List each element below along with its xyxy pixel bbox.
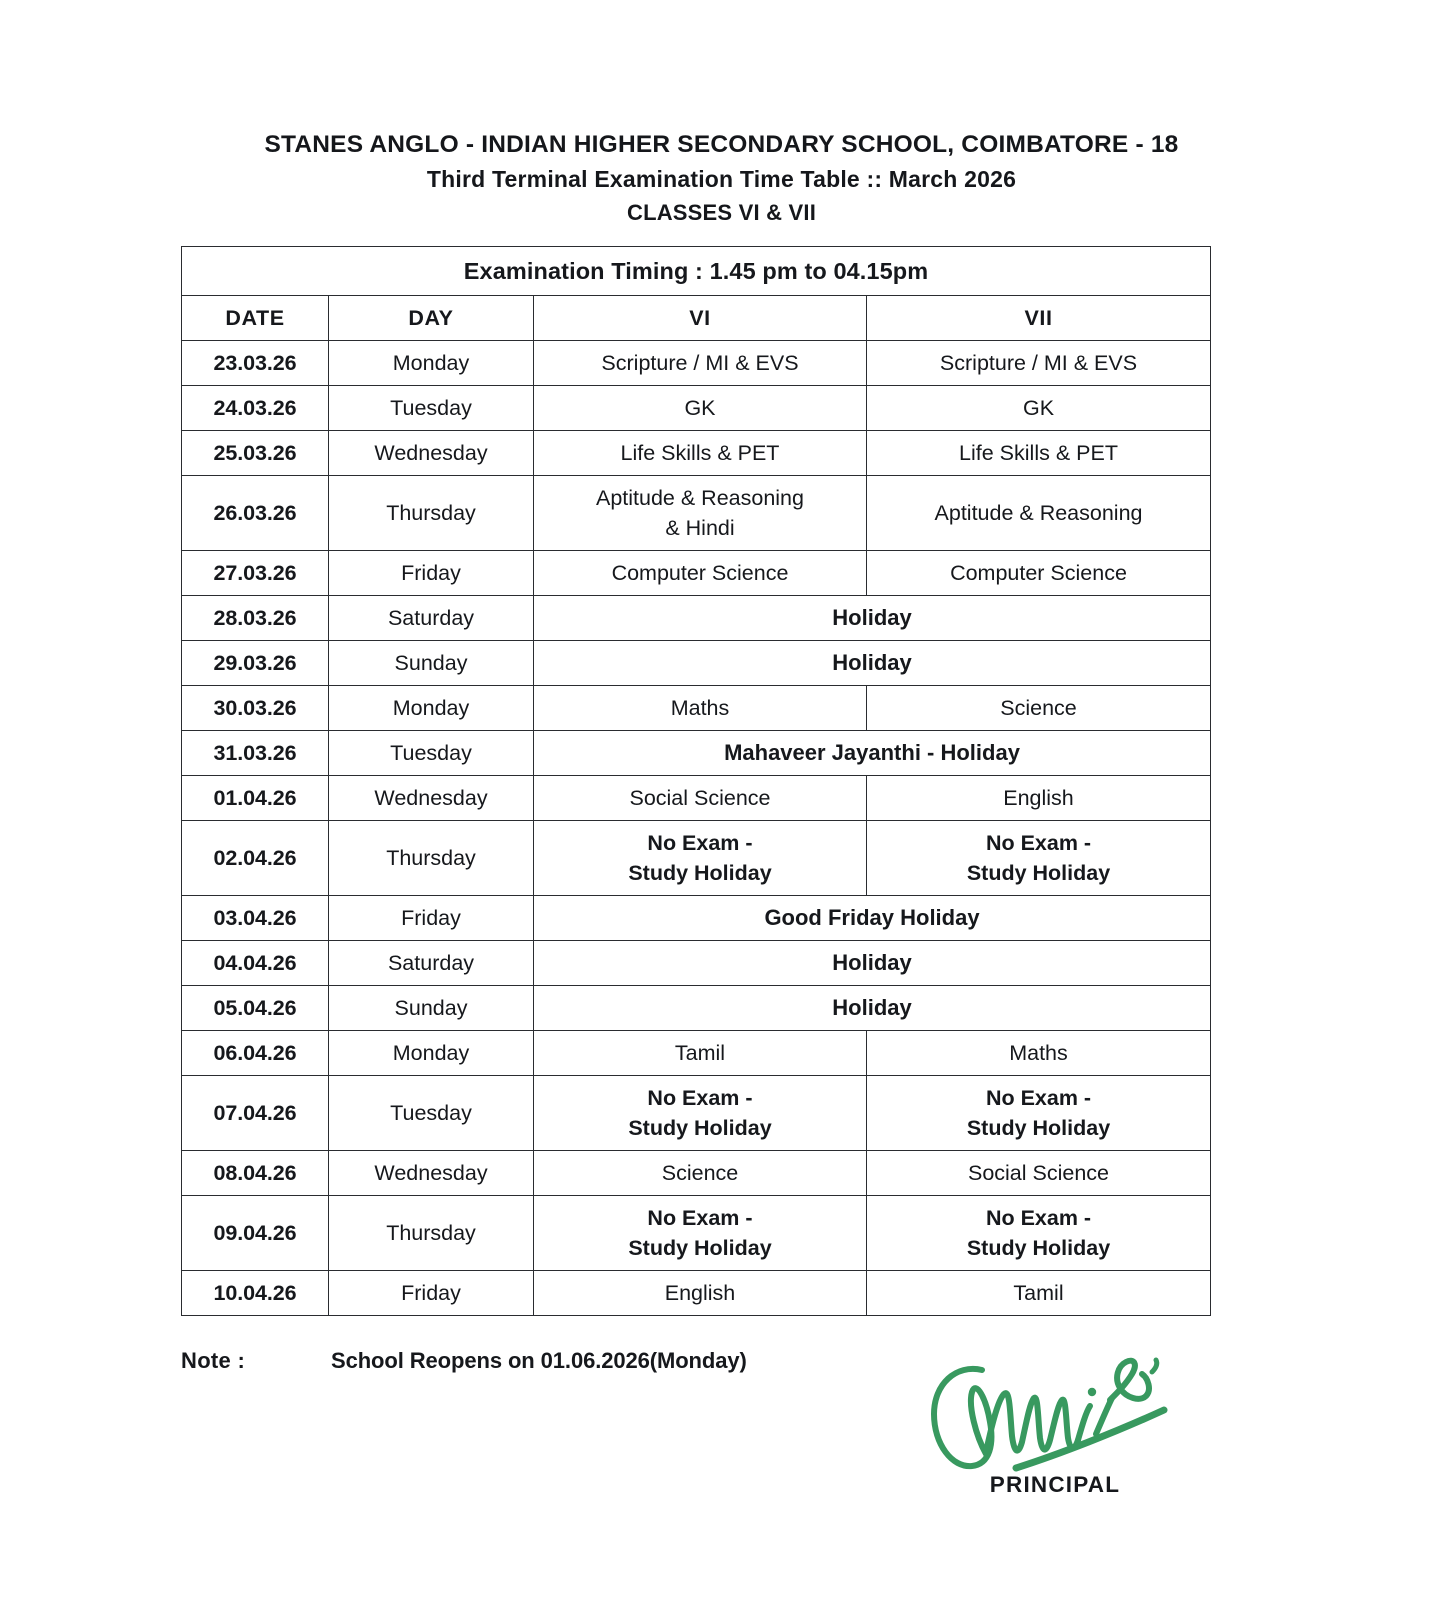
cell-day: Tuesday [329,731,534,776]
table-row [182,341,1211,386]
cell-subject-vii: Life Skills & PET [867,431,1211,476]
cell-subject-vii: Aptitude & Reasoning [867,476,1211,551]
table-row [182,551,1211,596]
principal-label: PRINCIPAL [989,1472,1121,1497]
table-row [182,941,1211,986]
exam-title: Third Terminal Examination Time Table :: March 2026 [426,166,1017,192]
cell-day: Thursday [329,476,534,551]
cell-day: Monday [329,1031,534,1076]
cell-subject-vi: No Exam - Study Holiday [534,1196,867,1271]
cell-date: 24.03.26 [182,386,329,431]
cell-date: 28.03.26 [182,596,329,641]
cell-subject-vi: Maths [534,686,867,731]
cell-day: Sunday [329,986,534,1031]
cell-day: Thursday [329,821,534,896]
table-row [182,596,1211,641]
table-row [182,776,1211,821]
school-name: STANES ANGLO - INDIAN HIGHER SECONDARY SCHOOL, COIMBATORE - 18 [264,131,1179,158]
cell-subject-vi: Aptitude & Reasoning & Hindi [534,476,867,551]
note-text: School Reopens on 01.06.2026(Monday) [331,1348,747,1373]
cell-subject-vi: GK [534,386,867,431]
cell-date: 02.04.26 [182,821,329,896]
cell-merged-note: Holiday [534,986,1211,1031]
table-row [182,431,1211,476]
cell-day: Wednesday [329,1151,534,1196]
cell-date: 03.04.26 [182,896,329,941]
cell-subject-vi: No Exam - Study Holiday [534,821,867,896]
cell-date: 10.04.26 [182,1271,329,1316]
cell-subject-vi: Science [534,1151,867,1196]
cell-subject-vii: No Exam - Study Holiday [867,1196,1211,1271]
cell-subject-vii: No Exam - Study Holiday [867,1076,1211,1151]
exam-timetable [181,246,1211,1316]
cell-day: Friday [329,1271,534,1316]
cell-day: Friday [329,551,534,596]
note-label: Note : [181,1348,246,1373]
cell-day: Monday [329,341,534,386]
cell-day: Wednesday [329,776,534,821]
cell-date: 29.03.26 [182,641,329,686]
cell-day: Thursday [329,1196,534,1271]
table-row [182,386,1211,431]
table-row [182,896,1211,941]
table-row [182,821,1211,896]
cell-day: Friday [329,896,534,941]
timing-banner-row [182,247,1211,296]
cell-date: 05.04.26 [182,986,329,1031]
cell-date: 27.03.26 [182,551,329,596]
cell-day: Monday [329,686,534,731]
cell-subject-vii: Science [867,686,1211,731]
table-row [182,1271,1211,1316]
table-row [182,731,1211,776]
cell-date: 09.04.26 [182,1196,329,1271]
cell-day: Tuesday [329,386,534,431]
cell-date: 26.03.26 [182,476,329,551]
table-row [182,476,1211,551]
cell-merged-note: Good Friday Holiday [534,896,1211,941]
cell-subject-vi: No Exam - Study Holiday [534,1076,867,1151]
cell-subject-vii: Tamil [867,1271,1211,1316]
table-row [182,1151,1211,1196]
signature-block [905,1348,1205,1498]
column-header-day: DAY [329,296,534,341]
cell-date: 23.03.26 [182,341,329,386]
cell-subject-vi: Tamil [534,1031,867,1076]
cell-subject-vii: No Exam - Study Holiday [867,821,1211,896]
cell-subject-vi: Social Science [534,776,867,821]
table-row [182,1031,1211,1076]
cell-subject-vii: Maths [867,1031,1211,1076]
cell-merged-note: Holiday [534,641,1211,686]
column-header-vii: VII [867,296,1211,341]
cell-day: Saturday [329,596,534,641]
cell-date: 01.04.26 [182,776,329,821]
cell-subject-vii: Social Science [867,1151,1211,1196]
cell-date: 31.03.26 [182,731,329,776]
cell-subject-vii: Computer Science [867,551,1211,596]
table-row [182,1076,1211,1151]
cell-merged-note: Holiday [534,941,1211,986]
note-row [181,1348,981,1374]
cell-day: Sunday [329,641,534,686]
cell-date: 07.04.26 [182,1076,329,1151]
table-row [182,986,1211,1031]
timetable-container [181,246,1210,1316]
cell-date: 08.04.26 [182,1151,329,1196]
cell-date: 04.04.26 [182,941,329,986]
cell-subject-vii: GK [867,386,1211,431]
cell-merged-note: Mahaveer Jayanthi - Holiday [534,731,1211,776]
principal-signature-icon [920,1348,1190,1478]
classes-line: CLASSES VI & VII [626,200,817,225]
cell-day: Tuesday [329,1076,534,1151]
cell-date: 25.03.26 [182,431,329,476]
column-header-date: DATE [182,296,329,341]
table-row [182,1196,1211,1271]
cell-date: 30.03.26 [182,686,329,731]
column-header-vi: VI [534,296,867,341]
document-heading [0,128,1443,230]
cell-subject-vi: Life Skills & PET [534,431,867,476]
cell-day: Saturday [329,941,534,986]
table-row [182,686,1211,731]
table-row [182,641,1211,686]
column-header-row [182,296,1211,341]
cell-subject-vi: Computer Science [534,551,867,596]
cell-subject-vii: Scripture / MI & EVS [867,341,1211,386]
cell-subject-vi: Scripture / MI & EVS [534,341,867,386]
cell-subject-vi: English [534,1271,867,1316]
cell-subject-vii: English [867,776,1211,821]
examination-timing: Examination Timing : 1.45 pm to 04.15pm [182,247,1211,296]
cell-merged-note: Holiday [534,596,1211,641]
cell-day: Wednesday [329,431,534,476]
cell-date: 06.04.26 [182,1031,329,1076]
